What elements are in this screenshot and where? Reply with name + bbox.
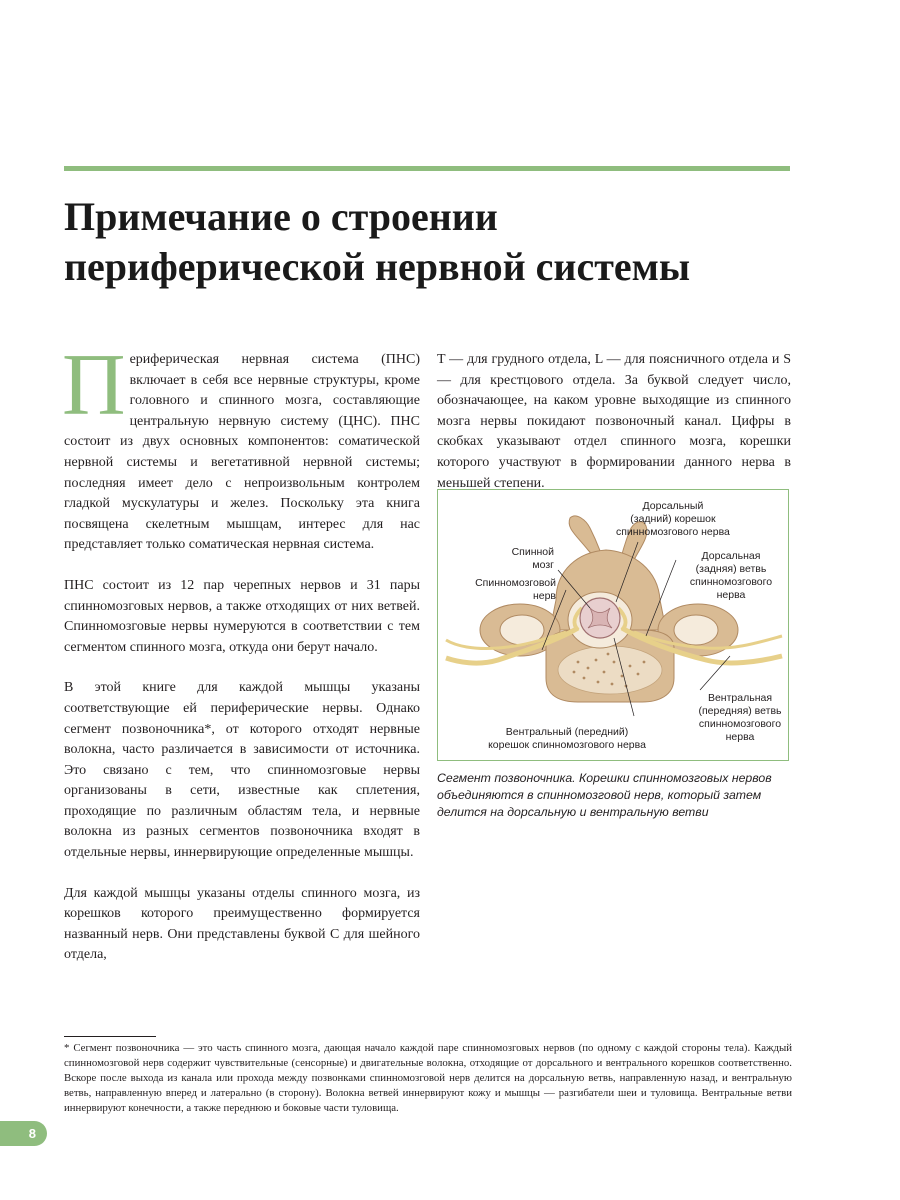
paragraph-spinal-sections: Для каждой мышцы указаны отделы спинного мозга, из корешков которого преимущественно формируется названный нерв. Они представлены буквой C для шейного отдела,: [64, 885, 420, 963]
transverse-foramen-right: [674, 615, 718, 645]
left-column: [62, 337, 420, 986]
vertebral-body-top: [558, 646, 662, 694]
label-dorsal-branch: Дорсальная (задняя) ветвь спинномозгового нерва: [689, 550, 773, 601]
title-line-2: периферической нервной системы: [64, 244, 691, 289]
page-number: 8: [0, 1121, 47, 1146]
header-rule: [64, 166, 790, 171]
label-dorsal-root: Дорсальный (задний) корешок спинномозгового нерва: [616, 500, 730, 538]
paragraph-nerves-in-book: В этой книге для каждой мышцы указаны соответствующие ей периферические нервы. Однако сегмент позвоночника*, от которого отходят нервные волокна, часто различается в зависимости от источника. Это связано с тем, что спинномозговые нервы организованы в сети, известные как сплетения, проходящие по различным областям тела, и нервные волокна из разных сегментов позвоночника входят в отдельные нервы, иннервирующие определенные мышцы.: [64, 680, 420, 861]
label-ventral-branch: Вентральная (передняя) ветвь спинномозгового нерва: [698, 692, 782, 743]
footnote: * Сегмент позвоночника — это часть спинного мозга, дающая начало каждой паре спинномозговых нервов (по одному с каждой стороны тела). Каждый спинномозговой нерв содержит чувствительные (сенсорные) и двигательные волокна, отходящие от дорсального и вентрального корешков соответственно. Вскоре после выхода из канала или прохода между позвонками спинномозговой нерв делится на дорсальную ветвь, направленную назад, и вентральную ветвь, направленную вперед и латерально (в сторону). Волокна ветвей иннервируют кожу и мышцы — разгибатели шеи и туловища. Вентральные ветви иннервируют конечности, а также переднюю и боковые части туловища.: [64, 1042, 792, 1114]
label-ventral-root: Вентральный (передний) корешок спинномозгового нерва: [488, 726, 646, 751]
drop-cap: П: [62, 337, 126, 434]
paragraph-intro: Периферическая нервная система (ПНС) включает в себя все нервные структуры, кроме головного и спинного мозга, составляющие центральную нервную систему (ЦНС). ПНС состоит из двух основных компонентов: соматической нервной системы и вегетативной нервной системы; последняя имеет дело с непроизвольным контролем гладкой мускулатуры и желез. Поскольку эта книга посвящена скелетным мышцам, интерес для нас представляет только соматическая нервная система.: [62, 337, 420, 553]
footnote-rule: [64, 1036, 156, 1037]
paragraph-section-letters: T — для грудного отдела, L — для поясничного отдела и S — для крестцового отдела. За буквой следует число, обозначающее, на каком уровне выходящие из спинного мозга нервы покидают позвоночный канал. Цифры в скобках указывают отдел спинного мозга, корешки которого участвуют в формировании данного нерва в меньшей степени.: [437, 352, 791, 491]
label-spinal-nerve: Спинномозговой нерв: [475, 577, 556, 602]
title-line-1: Примечание о строении: [64, 194, 498, 239]
vertebra-figure: [437, 489, 789, 761]
paragraph-pns-structure: ПНС состоит из 12 пар черепных нервов и 31 пары спинномозговых нервов, а также отходящих от них ветвей. Спинномозговые нервы нумеруются в соответствии с тем сегментом спинного мозга, откуда они берут начало.: [64, 577, 420, 655]
figure-caption: Сегмент позвоночника. Корешки спинномозговых нервов объединяются в спинномозговой нерв, который затем делится на дорсальную и вентральную ветви: [437, 771, 772, 819]
page-title: [64, 192, 804, 292]
label-spinal-cord: Спинной мозг: [511, 546, 554, 571]
